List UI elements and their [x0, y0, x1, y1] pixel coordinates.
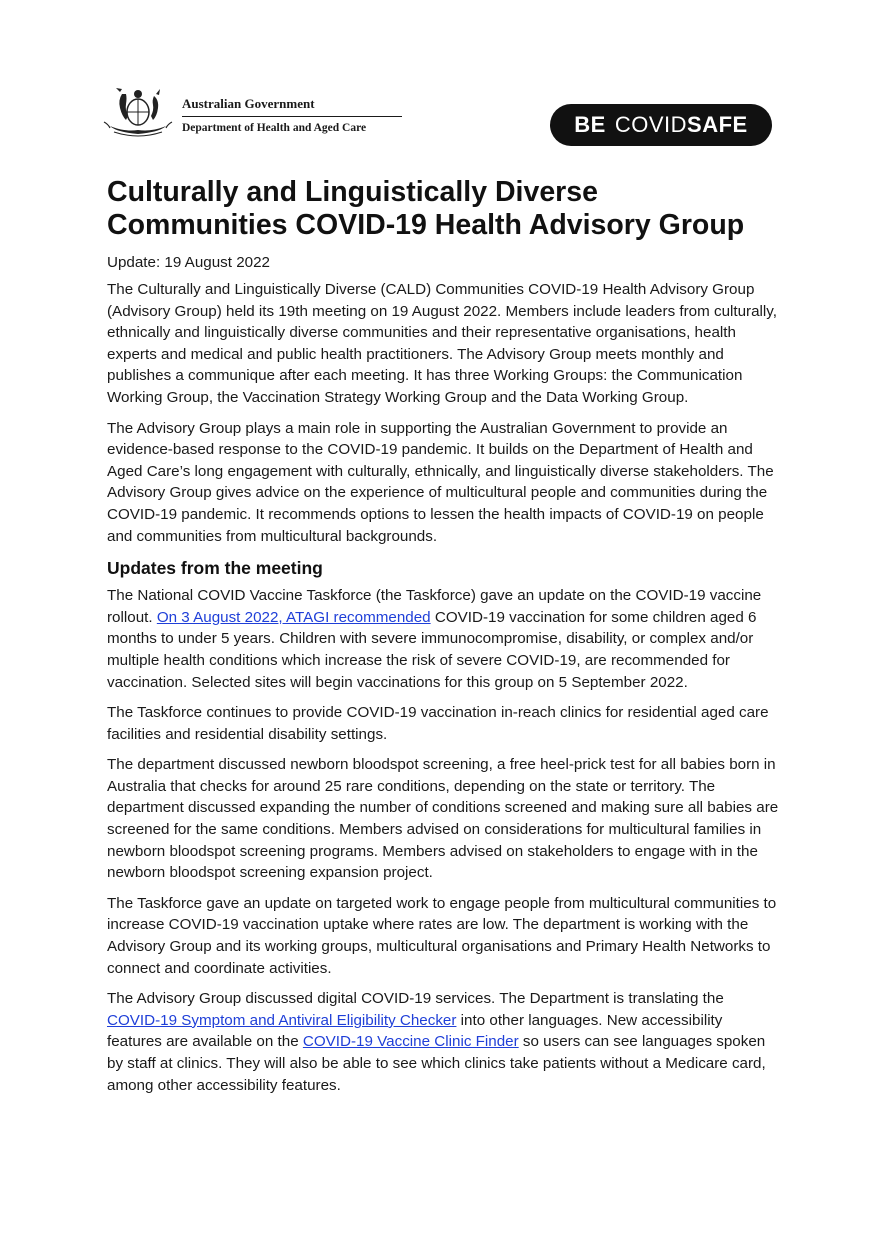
update-paragraph-5: [107, 988, 779, 1096]
symptom-checker-link[interactable]: COVID-19 Symptom and Antiviral Eligibility Checker: [107, 1011, 457, 1029]
badge-covid: COVID: [614, 112, 688, 137]
australian-government-logo: [100, 82, 400, 146]
badge-safe: SAFE: [687, 112, 748, 137]
intro-paragraph-1: The Culturally and Linguistically Diverse (CALD) Communities COVID-19 Health Advisory Group (Advisory Group) held its 19th meeting on 19 August 2022. Members include leaders from culturally, ethnically and linguistically diverse communities and their representative organisations, health experts and medical and public health practitioners. The Advisory Group meets monthly and publishes a communique after each meeting. It has three Working Groups: the Communication Working Group, the Vaccination Strategy Working Group and the Data Working Group.: [107, 281, 777, 406]
update-5-text-a: The Advisory Group discussed digital COVID-19 services. The Department is translating the: [107, 990, 724, 1008]
atagi-recommendation-link[interactable]: On 3 August 2022, ATAGI recommended: [156, 608, 431, 626]
update-paragraph-4: The Taskforce gave an update on targeted work to engage people from multicultural communities to increase COVID-19 vaccination uptake where rates are low. The department is working with the Advisory Group and its working groups, multicultural organisations and Primary Health Networks to connect and coordinate activities.: [107, 894, 777, 977]
update-5-text-c: so users can see languages spoken by staff at clinics. They will also be able to see which clinics take patients without a Medicare card, among other accessibility features.: [107, 1033, 766, 1094]
intro-paragraph-2: The Advisory Group plays a main role in supporting the Australian Government to provide an evidence-based response to the COVID-19 pandemic. It builds on the Department of Health and Aged Care’s long engagement with culturally, ethnically, and linguistically diverse stakeholders. The Advisory Group gives advice on the experience of multicultural people and communities during the COVID-19 pandemic. It recommends options to lessen the health impacts of COVID-19 on people and communities from multicultural backgrounds.: [107, 419, 774, 545]
page-title: Culturally and Linguistically Diverse Communities COVID-19 Health Advisory Group: [107, 176, 745, 241]
badge-be: BE: [574, 112, 606, 137]
update-5-text-b: into other languages. New accessibility features are available on the: [107, 1011, 723, 1051]
update-paragraph-3: The department discussed newborn bloodspot screening, a free heel-prick test for all babies born in Australia that checks for around 25 rare conditions, depending on the state or territory. The department discussed expanding the number of conditions screened and making sure all babies are screened for the same conditions. Members advised on considerations for multicultural families in newborn bloodspot screening programs. Members advised on stakeholders to engage with in the newborn bloodspot screening expansion project.: [107, 756, 779, 882]
department-name: Department of Health and Aged Care: [182, 122, 367, 134]
clinic-finder-link[interactable]: COVID-19 Vaccine Clinic Finder: [302, 1033, 519, 1051]
document-body: [107, 176, 779, 1096]
update-1-text-b: COVID-19 vaccination for some children aged 6 months to under 5 years. Children with severe immunocompromise, disability, or complex and/or multiple health conditions which increase the risk of severe COVID-19, are recommended for vaccination. Selected sites will begin vaccinations for this group on 5 September 2022.: [107, 608, 757, 691]
be-covidsafe-badge: [550, 104, 772, 146]
coat-of-arms-icon: [100, 82, 176, 142]
gov-name: Australian Government: [182, 96, 402, 117]
update-paragraph-2: The Taskforce continues to provide COVID-19 vaccination in-reach clinics for residential aged care facilities and residential disability settings.: [107, 704, 769, 743]
update-paragraph-1: [107, 585, 779, 693]
update-date: Update: 19 August 2022: [107, 254, 270, 271]
government-wordmark: [182, 96, 402, 135]
update-1-text-a: The National COVID Vaccine Taskforce (the Taskforce) gave an update on the COVID-19 vaccine rollout.: [107, 587, 762, 626]
section-heading: Updates from the meeting: [107, 558, 323, 579]
